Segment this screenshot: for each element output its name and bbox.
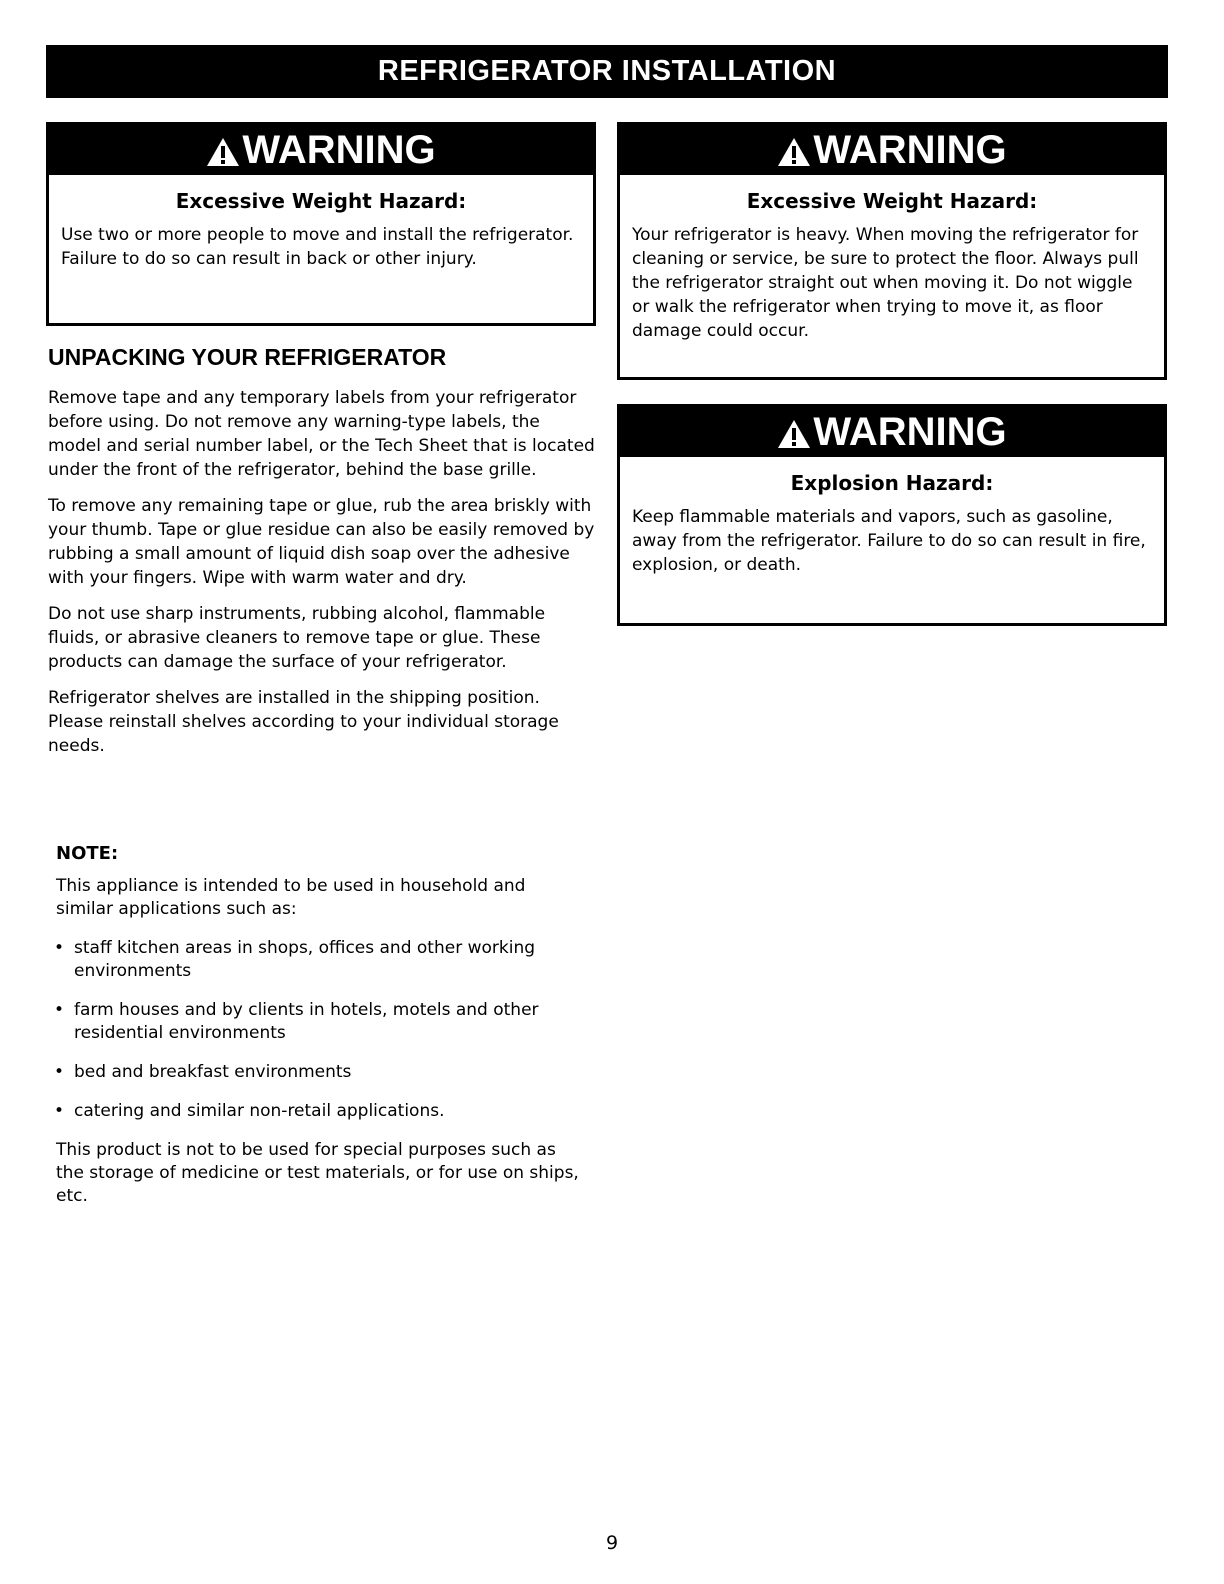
warning-header (49, 125, 593, 175)
warning-box-weight-left (46, 122, 596, 326)
page-header-banner (46, 45, 1168, 98)
note-title: NOTE: (56, 843, 119, 864)
paragraph: To remove any remaining tape or glue, rub the area briskly with your thumb. Tape or glue residue can also be easily removed by rubbing a small amount of liquid dish soap over the adhesive with your fingers. Wipe with warm water and dry. (48, 496, 595, 588)
warning-triangle-icon (206, 136, 240, 168)
list-item: • bed and breakfast environments (56, 1061, 586, 1084)
warning-subtitle: Excessive Weight Hazard: (175, 189, 467, 213)
paragraph: Do not use sharp instruments, rubbing alcohol, flammable fluids, or abrasive cleaners to remove tape or glue. These products can damage the surface of your refrigerator. (48, 604, 546, 672)
warning-triangle-icon (777, 418, 811, 450)
section-title-unpacking: UNPACKING YOUR REFRIGERATOR (48, 344, 447, 370)
list-item: • farm houses and by clients in hotels, motels and other residential environments (56, 999, 586, 1045)
warning-label: WARNING (813, 127, 1007, 172)
warning-body: Use two or more people to move and install the refrigerator. Failure to do so can result in back or other injury. (61, 225, 574, 269)
page-header-title: REFRIGERATOR INSTALLATION (377, 55, 837, 87)
warning-label: WARNING (242, 127, 436, 172)
note-intro: This appliance is intended to be used in household and similar applications such as: (56, 876, 526, 919)
paragraph: Remove tape and any temporary labels from your refrigerator before using. Do not remove any warning-type labels, the model and serial number label, or the Tech Sheet that is located under the front of the refrigerator, behind the base grille. (48, 388, 595, 480)
warning-body: Your refrigerator is heavy. When moving the refrigerator for cleaning or service, be sure to protect the floor. Always pull the refrigerator straight out when moving it. Do not wiggle or walk the refrigerator when trying to move it, as floor damage could occur. (632, 225, 1139, 341)
warning-triangle-icon (777, 136, 811, 168)
paragraph: Refrigerator shelves are installed in the shipping position. Please reinstall shelves according to your individual storage needs. (48, 688, 559, 756)
warning-subtitle: Explosion Hazard: (790, 471, 994, 495)
warning-body: Keep flammable materials and vapors, such as gasoline, away from the refrigerator. Failure to do so can result in fire, explosion, or death. (632, 507, 1146, 575)
warning-header (620, 125, 1164, 175)
list-item: • staff kitchen areas in shops, offices and other working environments (56, 937, 586, 983)
warning-header (620, 407, 1164, 457)
unpacking-content (48, 386, 596, 770)
note-section (56, 842, 586, 1224)
list-item: • catering and similar non-retail applications. (56, 1100, 586, 1123)
note-list (56, 937, 586, 1123)
warning-label: WARNING (813, 409, 1007, 454)
page-number: 9 (605, 1532, 619, 1554)
warning-box-weight-right (617, 122, 1167, 380)
warning-box-explosion (617, 404, 1167, 626)
warning-subtitle: Excessive Weight Hazard: (746, 189, 1038, 213)
note-outro: This product is not to be used for special purposes such as the storage of medicine or test materials, or for use on ships, etc. (56, 1140, 579, 1206)
